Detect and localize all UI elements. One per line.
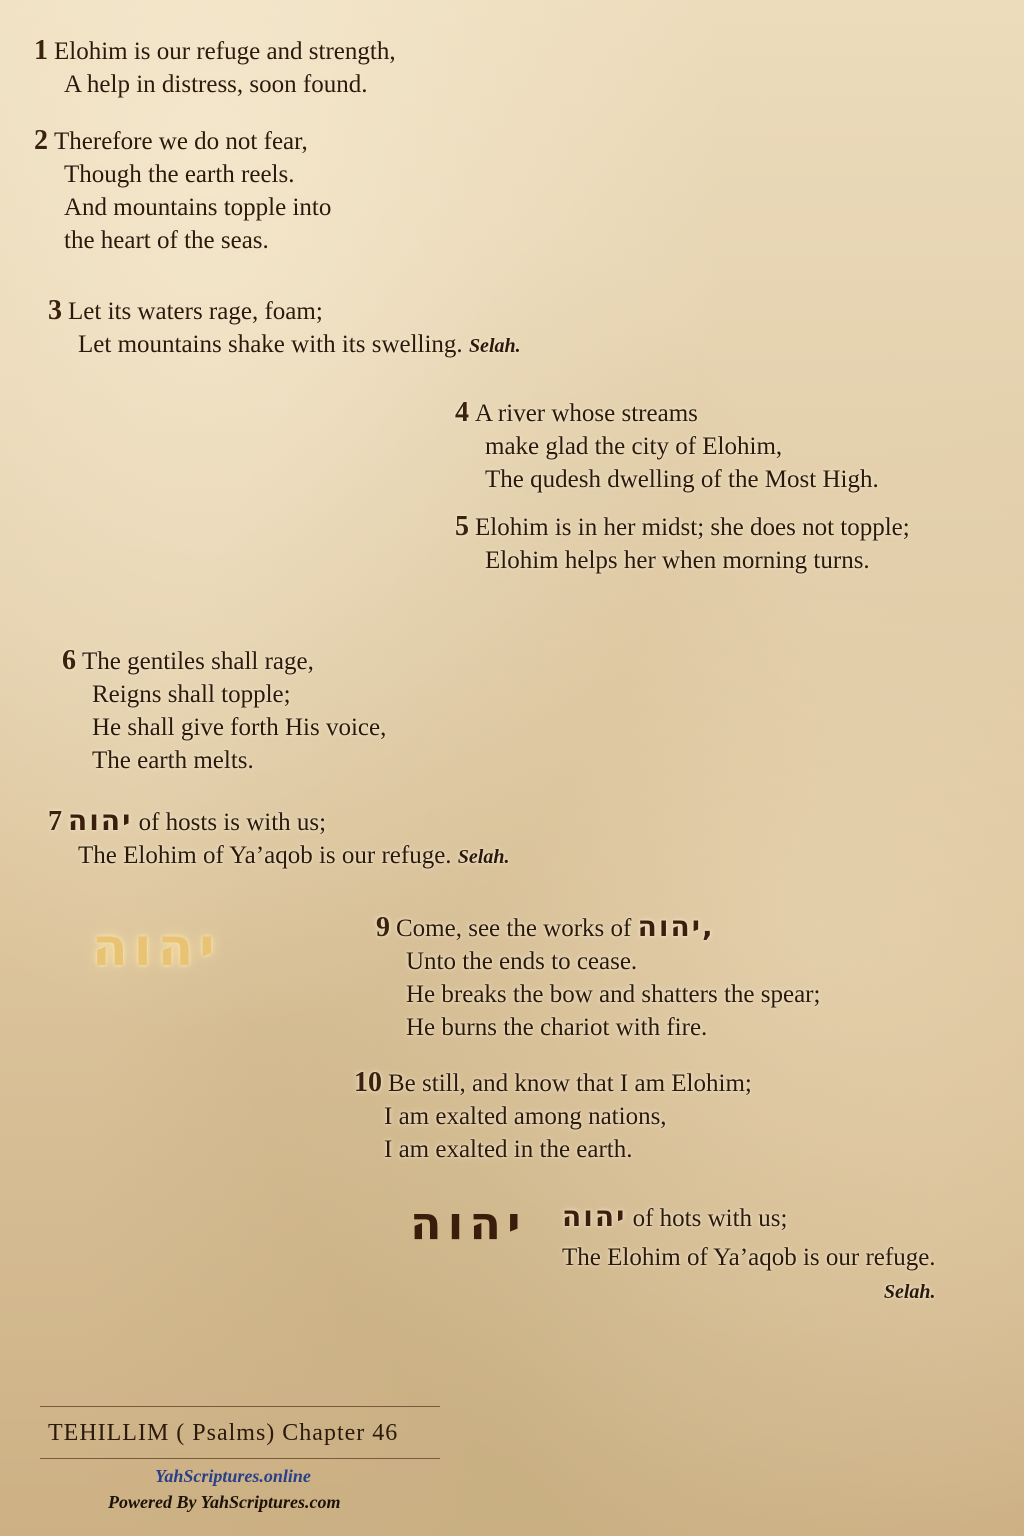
- verse-number: 2: [34, 125, 48, 156]
- divine-name: יהוה,: [637, 910, 715, 943]
- verse-line: The qudesh dwelling of the Most High.: [485, 466, 879, 493]
- verse-6: [62, 644, 386, 777]
- chapter-title: TEHILLIM ( Psalms) Chapter 46: [48, 1420, 399, 1446]
- glowing-divine-name: יהוה: [92, 918, 221, 978]
- divine-name: יהוה: [68, 804, 133, 837]
- verse-5: [455, 510, 910, 577]
- verse-10: [354, 1066, 752, 1166]
- verse-line: the heart of the seas.: [64, 227, 269, 254]
- verse-line: make glad the city of Elohim,: [485, 433, 783, 460]
- verse-number: 3: [48, 295, 62, 326]
- verse-line: He burns the chariot with fire.: [406, 1014, 708, 1041]
- verse-line: Elohim helps her when morning turns.: [485, 547, 870, 574]
- footer-divider-top: [40, 1406, 440, 1407]
- verse-line: The gentiles shall rage,: [82, 648, 314, 675]
- verse-2: [34, 124, 331, 257]
- verse-line: The Elohim of Ya’aqob is our refuge.: [78, 842, 452, 869]
- verse-number: 9: [376, 912, 390, 943]
- verse-line: of hots with us;: [632, 1205, 788, 1232]
- burning-town-scene: [430, 590, 1024, 900]
- footer-divider-bottom: [40, 1458, 440, 1459]
- verse-line: Be still, and know that I am Elohim;: [388, 1070, 752, 1097]
- verse-number: 5: [455, 511, 469, 542]
- verse-line: Let its waters rage, foam;: [68, 298, 323, 325]
- verse-line: Therefore we do not fear,: [54, 128, 308, 155]
- verse-line: The Elohim of Ya’aqob is our refuge.: [562, 1244, 936, 1271]
- large-divine-name: יהוה: [410, 1196, 527, 1250]
- verse-1: [34, 34, 396, 101]
- verse-11: [562, 1200, 936, 1309]
- verse-line: And mountains topple into: [64, 194, 332, 221]
- city-river-scene: [20, 380, 450, 630]
- verse-line: Elohim is in her midst; she does not topple;: [475, 514, 910, 541]
- selah-label: Selah.: [468, 335, 521, 357]
- verse-line: He breaks the bow and shatters the spear;: [406, 981, 821, 1008]
- verse-line: Unto the ends to cease.: [406, 948, 638, 975]
- verse-line: Let mountains shake with its swelling.: [78, 331, 463, 358]
- verse-line: Reigns shall topple;: [92, 681, 291, 708]
- powered-by-text: Powered By YahScriptures.com: [108, 1492, 341, 1512]
- verse-number: 7: [48, 806, 62, 837]
- verse-line: of hosts is with us;: [138, 809, 327, 836]
- divine-name: יהוה: [562, 1200, 627, 1233]
- verse-line: He shall give forth His voice,: [92, 714, 387, 741]
- selah-label: Selah.: [457, 846, 510, 868]
- verse-4: [455, 396, 879, 496]
- verse-line: Though the earth reels.: [64, 161, 295, 188]
- verse-line: Come, see the works of: [396, 915, 632, 942]
- verse-line: A river whose streams: [475, 400, 698, 427]
- verse-number: 1: [34, 35, 48, 66]
- verse-line: I am exalted in the earth.: [384, 1136, 633, 1163]
- verse-3: [48, 294, 521, 363]
- site-link-online[interactable]: YahScriptures.online: [155, 1466, 311, 1486]
- verse-number: 6: [62, 645, 76, 676]
- verse-9: [376, 910, 820, 1044]
- verse-line: A help in distress, soon found.: [64, 71, 368, 98]
- verse-line: I am exalted among nations,: [384, 1103, 667, 1130]
- verse-line: The earth melts.: [92, 747, 254, 774]
- verse-number: 10: [354, 1067, 382, 1098]
- verse-line: Elohim is our refuge and strength,: [54, 38, 396, 65]
- verse-7: [48, 804, 509, 874]
- selah-label: Selah.: [883, 1281, 936, 1303]
- verse-number: 4: [455, 397, 469, 428]
